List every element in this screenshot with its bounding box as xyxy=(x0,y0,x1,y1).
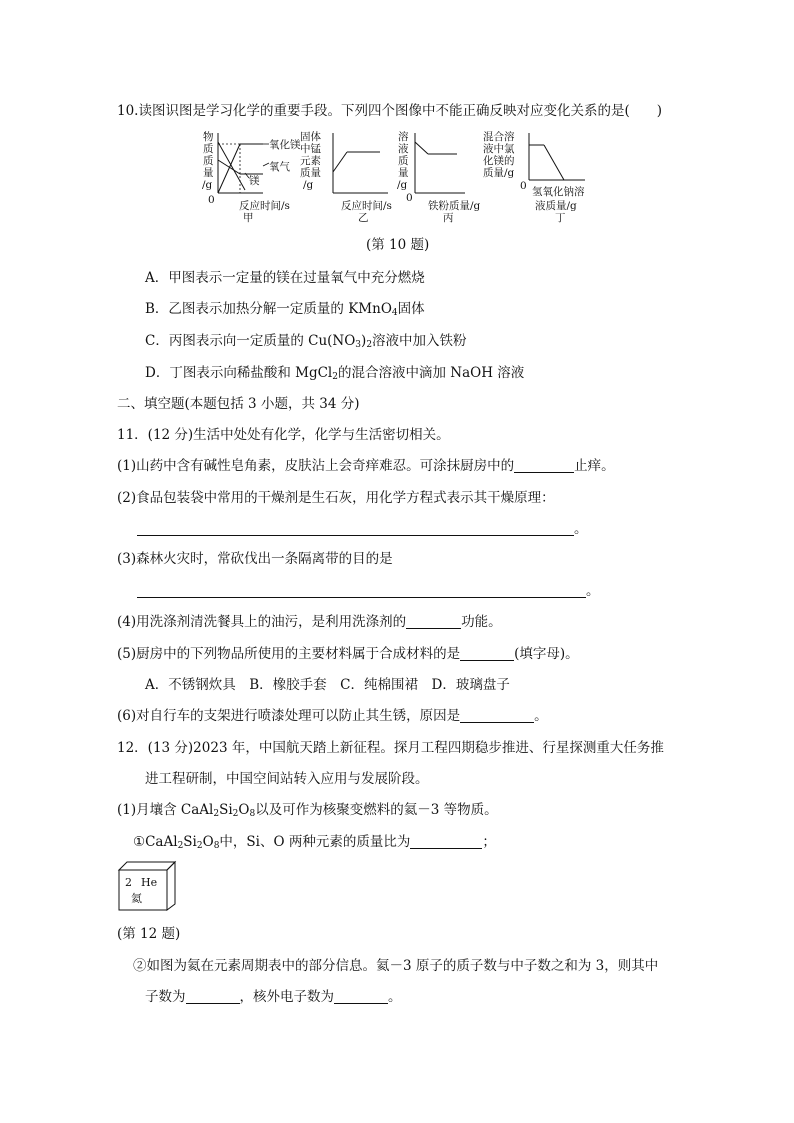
q11-part6-text: (6)对自行车的支架进行喷漆处理可以防止其生锈，原因是 xyxy=(117,708,461,724)
graph-jia xyxy=(202,130,301,224)
graph-jia-series-1: 氧气 xyxy=(269,161,290,173)
graph-bing-xlabel: 铁粉质量/g xyxy=(428,200,481,212)
q10-option-b xyxy=(145,300,425,318)
q12-c1-end: ； xyxy=(482,834,496,850)
q11-part5-post: (填字母)。 xyxy=(514,646,579,662)
q11-part5-answer-blank[interactable] xyxy=(460,646,514,661)
q10-option-d xyxy=(145,364,524,382)
q10-option-d-pre: D．丁图表示向稀盐酸和 MgCl xyxy=(145,365,333,381)
q11-part2-answer-blank[interactable] xyxy=(137,521,574,536)
q11-part4-post: 功能。 xyxy=(461,614,502,630)
helium-element-card xyxy=(117,860,179,912)
q11-part3-answer-line xyxy=(137,582,600,600)
graph-bing-ylabel-1: 液 xyxy=(398,143,409,155)
graph-yi-xlabel: 反应时间/s xyxy=(341,200,392,212)
q11-part4-answer-blank[interactable] xyxy=(406,614,461,629)
q11-part5-options: A．不锈钢炊具 B．橡胶手套 C．纯棉围裙 D．玻璃盘子 xyxy=(145,677,510,693)
q11-part2-end: 。 xyxy=(574,521,588,537)
q12-part1-post: 以及可作为核聚变燃料的氦－3 等物质。 xyxy=(255,802,498,818)
graph-jia-ylabel-4: /g xyxy=(202,179,213,191)
q12-part1-sub1: 2 xyxy=(213,809,220,819)
graph-ding-ylabel-2: 化镁的 xyxy=(483,155,515,167)
q12-c1-mid: Si xyxy=(183,834,197,850)
q10-option-b-sub: 4 xyxy=(391,308,398,318)
q12-c2-end: 。 xyxy=(388,989,402,1005)
graph-yi xyxy=(300,130,392,224)
graph-ding-origin: 0 xyxy=(520,180,527,192)
q10-option-c-post: 溶液中加入铁粉 xyxy=(372,333,467,349)
q11-part3: (3)森林火灾时，常砍伐出一条隔离带的目的是 xyxy=(117,551,393,567)
graph-bing-ylabel-2: 质 xyxy=(398,155,409,167)
q12-part1-sub2-line1: ②如图为氦在元素周期表中的部分信息。氦－3 原子的质子数与中子数之和为 3，则其中 xyxy=(133,958,659,974)
graph-bing-ylabel-3: 量 xyxy=(398,167,409,179)
graph-jia-xlabel: 反应时间/s xyxy=(239,200,290,212)
graph-ding-ylabel-3: 质量/g xyxy=(483,167,515,179)
q10-option-c-mid: ) xyxy=(361,333,367,349)
q11-part2: (2)食品包装袋中常用的干燥剂是生石灰，用化学方程式表示其干燥原理： xyxy=(117,490,555,506)
graph-jia-ylabel-0: 物 xyxy=(203,131,214,143)
element-symbol: He xyxy=(141,876,158,889)
q11-part6 xyxy=(117,707,548,725)
q12-part1-sub3: 8 xyxy=(249,809,256,819)
graph-ding-xlabel-1: 液质量/g xyxy=(535,200,577,212)
q12-stem-line1: 12．(13 分)2023 年，中国航天踏上新征程。探月工程四期稳步推进、行星探测重大任务推 xyxy=(117,740,664,756)
q12-part1 xyxy=(117,801,498,819)
graph-jia-ylabel-2: 质 xyxy=(203,155,214,167)
q11-part4-text: (4)用洗涤剂清洗餐具上的油污，是利用洗涤剂的 xyxy=(117,614,407,630)
q12-c1-post: 中，Si、O 两种元素的质量比为 xyxy=(219,834,411,850)
q10-option-c-pre: C．丙图表示向一定质量的 Cu(NO xyxy=(145,333,356,349)
q10-stem: 10.读图识图是学习化学的重要手段。下列四个图像中不能正确反映对应变化关系的是( ) xyxy=(117,103,663,119)
q11-part3-answer-blank[interactable] xyxy=(137,583,586,598)
graph-bing xyxy=(397,130,481,224)
q10-option-c-sub: 3 xyxy=(355,340,362,350)
q12-part1-pre: (1)月壤含 CaAl xyxy=(117,802,214,818)
q12-part1-sub2-line2 xyxy=(145,988,402,1006)
graph-jia-name: 甲 xyxy=(243,212,254,224)
q12-c1-sub1: 2 xyxy=(177,841,184,851)
q10-fig-caption: (第 10 题) xyxy=(366,237,430,253)
q11-part6-answer-blank[interactable] xyxy=(460,708,534,723)
graph-ding-ylabel-0: 混合溶 xyxy=(483,131,515,143)
graph-yi-ylabel-1: 中锰 xyxy=(300,143,321,155)
q10-option-b-pre: B．乙图表示加热分解一定质量的 KMnO xyxy=(145,301,392,317)
q11-part6-post: 。 xyxy=(534,708,548,724)
q11-part1-text: (1)山药中含有碱性皂角素，皮肤沾上会奇痒难忍。可涂抹厨房中的 xyxy=(117,458,515,474)
element-atomic-number: 2 xyxy=(125,876,132,889)
q11-part5 xyxy=(117,645,579,663)
q12-part1-mid: Si xyxy=(219,802,233,818)
q11-part2-answer-line xyxy=(137,520,588,538)
q12-c1-sub3: 8 xyxy=(213,841,220,851)
graph-ding xyxy=(483,130,585,224)
q11-part1-post: 止痒。 xyxy=(574,458,615,474)
graph-ding-ylabel-1: 液中氯 xyxy=(483,143,515,155)
graph-yi-ylabel-4: /g xyxy=(303,179,314,191)
q11-part5-text: (5)厨房中的下列物品所使用的主要材料属于合成材料的是 xyxy=(117,646,461,662)
graph-jia-ylabel-1: 质 xyxy=(203,143,214,155)
q11-stem: 11．(12 分)生活中处处有化学，化学与生活密切相关。 xyxy=(117,427,450,443)
q12-part1-sub2: 2 xyxy=(232,809,239,819)
q12-c1-pre: ①CaAl xyxy=(133,834,178,850)
graph-jia-ylabel-3: 量 xyxy=(203,167,214,179)
graph-jia-origin: 0 xyxy=(208,194,215,206)
graph-bing-name: 丙 xyxy=(443,212,454,224)
q10-option-b-post: 固体 xyxy=(397,301,425,317)
section-heading: 二、填空题(本题包括 3 小题，共 34 分) xyxy=(117,396,360,412)
graph-ding-name: 丁 xyxy=(555,212,566,224)
graph-jia-series-0: 氧化镁 xyxy=(269,139,301,151)
q12-c2-pre: 子数为 xyxy=(145,989,186,1005)
q10-figure xyxy=(195,128,590,228)
element-name: 氦 xyxy=(131,892,142,905)
graph-bing-ylabel-4: /g xyxy=(397,179,408,191)
q11-part1-answer-blank[interactable] xyxy=(514,458,574,473)
graph-jia-series-2: 镁 xyxy=(249,175,260,187)
graph-bing-origin: 0 xyxy=(406,192,413,204)
q12-c1-sub2: 2 xyxy=(196,841,203,851)
q12-part1-mid2: O xyxy=(238,802,250,818)
graph-yi-ylabel-3: 质量 xyxy=(300,167,321,179)
graph-bing-ylabel-0: 溶 xyxy=(398,131,409,143)
q12-fig-caption: (第 12 题) xyxy=(117,926,181,942)
q12-neutron-answer-blank[interactable] xyxy=(186,989,240,1004)
q12-c1-mid2: O xyxy=(202,834,214,850)
q11-part1 xyxy=(117,457,615,475)
q12-c1-answer-blank[interactable] xyxy=(410,834,482,849)
graph-yi-ylabel-0: 固体 xyxy=(300,131,321,143)
q11-part4 xyxy=(117,613,502,631)
graph-yi-name: 乙 xyxy=(358,212,369,224)
q12-electron-answer-blank[interactable] xyxy=(334,989,388,1004)
graph-yi-ylabel-2: 元素 xyxy=(300,155,321,167)
q10-option-d-post: 的混合溶液中滴加 NaOH 溶液 xyxy=(337,365,525,381)
q10-option-c-sub2: 2 xyxy=(366,340,373,350)
q10-option-a: A．甲图表示一定量的镁在过量氧气中充分燃烧 xyxy=(145,270,425,286)
graph-ding-xlabel-0: 氢氧化钠溶 xyxy=(532,186,585,198)
q12-part1-sub1-question xyxy=(133,833,496,851)
q10-option-c xyxy=(145,332,467,350)
q11-part3-end: 。 xyxy=(586,583,600,599)
q10-option-d-sub: 2 xyxy=(332,372,338,382)
q12-stem-line2: 进工程研制，中国空间站转入应用与发展阶段。 xyxy=(145,771,429,787)
q12-c2-mid: ，核外电子数为 xyxy=(239,989,334,1005)
